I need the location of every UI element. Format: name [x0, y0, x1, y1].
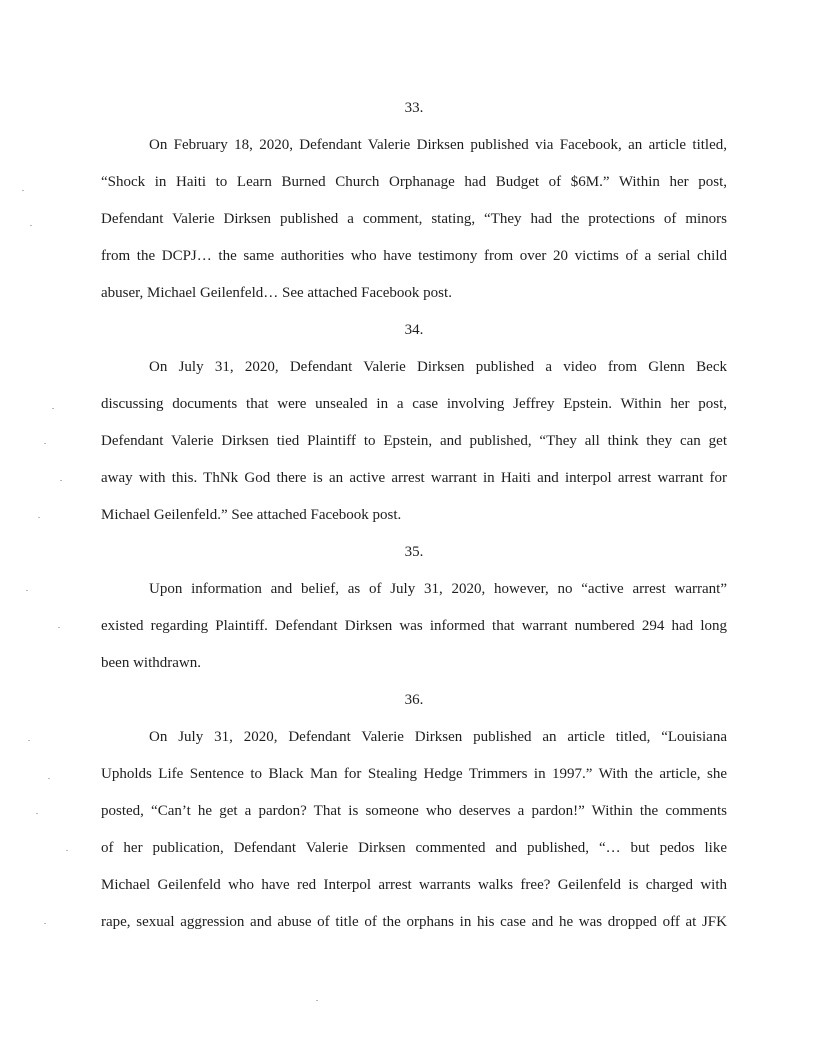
scan-speck — [44, 923, 46, 924]
scan-speck — [28, 740, 30, 741]
paragraph-33-line-3: Defendant Valerie Dirksen published a comment, stating, “They had the protections of minors — [101, 211, 727, 227]
scan-speck — [38, 517, 40, 518]
scan-speck — [52, 408, 54, 409]
paragraph-34-line-2: discussing documents that were unsealed in a case involving Jeffrey Epstein. Within her post, — [101, 396, 727, 412]
paragraph-36-line-3: posted, “Can’t he get a pardon? That is someone who deserves a pardon!” Within the comments — [101, 803, 727, 819]
paragraph-34-line-4: away with this. ThNk God there is an active arrest warrant in Haiti and interpol arrest warrant for — [101, 470, 727, 486]
scan-speck — [30, 225, 32, 226]
paragraph-36-line-2: Upholds Life Sentence to Black Man for Stealing Hedge Trimmers in 1997.” With the article, she — [101, 766, 727, 782]
scan-speck — [44, 443, 46, 444]
paragraph-36-line-1: On July 31, 2020, Defendant Valerie Dirksen published an article titled, “Louisiana — [149, 729, 727, 745]
paragraph-34-line-3: Defendant Valerie Dirksen tied Plaintiff to Epstein, and published, “They all think they can get — [101, 433, 727, 449]
scan-speck — [26, 590, 28, 591]
paragraph-34-line-1: On July 31, 2020, Defendant Valerie Dirksen published a video from Glenn Beck — [149, 359, 727, 375]
scan-speck — [36, 813, 38, 814]
paragraph-number-36: 36. — [404, 692, 424, 708]
paragraph-number-34: 34. — [404, 322, 424, 338]
scan-speck — [58, 627, 60, 628]
scan-speck — [60, 480, 62, 481]
paragraph-number-35: 35. — [404, 544, 424, 560]
paragraph-35-line-3: been withdrawn. — [101, 655, 201, 671]
paragraph-33-line-2: “Shock in Haiti to Learn Burned Church Orphanage had Budget of $6M.” Within her post, — [101, 174, 727, 190]
paragraph-35-line-2: existed regarding Plaintiff. Defendant Dirksen was informed that warrant numbered 294 had long — [101, 618, 727, 634]
paragraph-33-line-4: from the DCPJ… the same authorities who have testimony from over 20 victims of a serial child — [101, 248, 727, 264]
paragraph-36-line-4: of her publication, Defendant Valerie Dirksen commented and published, “… but pedos like — [101, 840, 727, 856]
scan-speck — [66, 850, 68, 851]
scan-speck — [22, 190, 24, 191]
paragraph-number-33: 33. — [404, 100, 424, 116]
paragraph-35-line-1: Upon information and belief, as of July 31, 2020, however, no “active arrest warrant” — [149, 581, 727, 597]
paragraph-33-line-5: abuser, Michael Geilenfeld… See attached Facebook post. — [101, 285, 452, 301]
paragraph-36-line-6: rape, sexual aggression and abuse of title of the orphans in his case and he was dropped off at JFK — [101, 914, 727, 930]
paragraph-33-line-1: On February 18, 2020, Defendant Valerie Dirksen published via Facebook, an article titled, — [149, 137, 727, 153]
paragraph-36-line-5: Michael Geilenfeld who have red Interpol arrest warrants walks free? Geilenfeld is charged with — [101, 877, 727, 893]
paragraph-34-line-5: Michael Geilenfeld.” See attached Facebook post. — [101, 507, 402, 523]
scan-speck — [316, 1000, 318, 1001]
scan-speck — [48, 778, 50, 779]
